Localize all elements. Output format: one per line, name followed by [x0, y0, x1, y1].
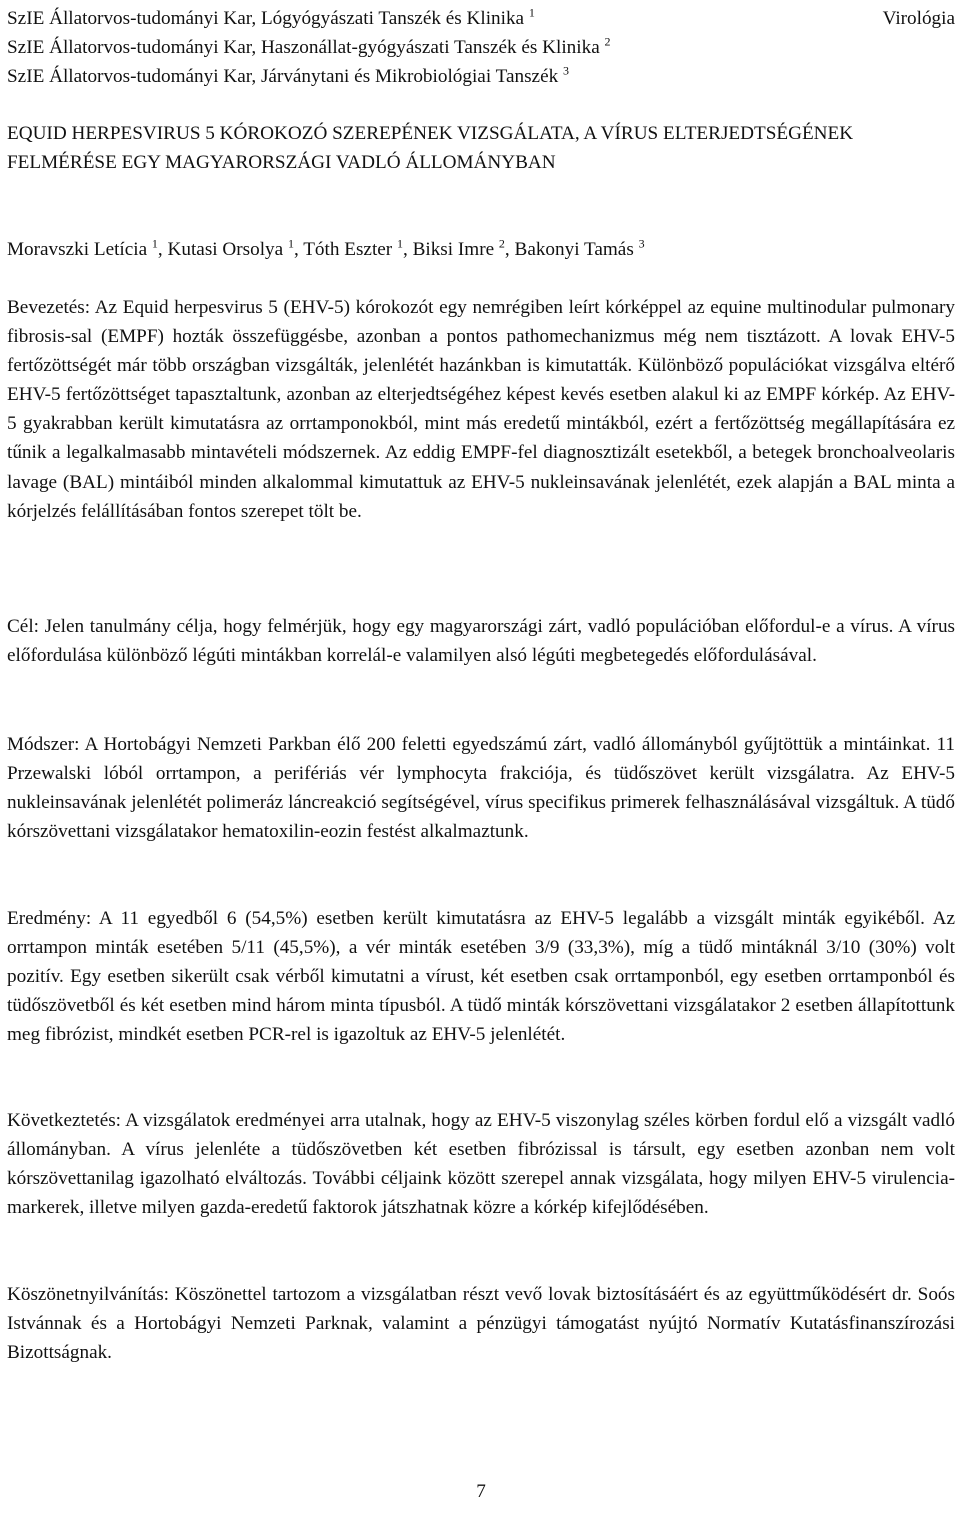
author-name: Moravszki Letícia [7, 239, 148, 260]
affiliation-number: 3 [562, 63, 569, 78]
affiliation-line [7, 4, 787, 33]
page-number: 7 [476, 1481, 486, 1502]
affiliation-text: SzIE Állatorvos-tudományi Kar, Haszonállat-gyógyászati Tanszék és Klinika [7, 37, 600, 58]
affiliation-text: SzIE Állatorvos-tudományi Kar, Járványtani és Mikrobiológiai Tanszék [7, 66, 559, 87]
author-affiliation-number: 2 [498, 236, 505, 251]
author-affiliation-number: 3 [638, 236, 645, 251]
author-affiliation-number: 1 [151, 236, 158, 251]
author-separator: , [157, 239, 168, 260]
acknowledgement-paragraph: Köszönetnyilvánítás: Köszönettel tartozom a vizsgálatban részt vevő lovak biztosításáért és az együttműködésért dr. Soós Istvánnak és a Hortobágyi Nemzeti Parknak, valamint a pénzügyi támogatást nyújtó Normatív Kutatásfinanszírozási Bizottságnak. [7, 1284, 955, 1364]
affiliation-text: SzIE Állatorvos-tudományi Kar, Lógyógyászati Tanszék és Klinika [7, 8, 525, 29]
author-separator: , [293, 239, 304, 260]
conclusion-paragraph: Következtetés: A vizsgálatok eredményei arra utalnak, hogy az EHV-5 viszonylag széles körben fordul elő a vizsgált vadló állományban. A vírus jelenléte a tüdőszövetben két esetben fibrózissal is társult, egy esetben azonban nem volt kórszövettanilag igazolható elváltozás. További céljaink között szerepel annak vizsgálata, hogy milyen EHV-5 virulencia-markerek, illetve milyen gazda-eredetű faktorok játszhatnak közre a kórkép kifejlődésében. [7, 1110, 955, 1219]
author-affiliation-number: 1 [287, 236, 294, 251]
paper-title: EQUID HERPESVIRUS 5 KÓROKOZÓ SZEREPÉNEK VIZSGÁLATA, A VÍRUS ELTERJEDTSÉGÉNEK FELMÉRÉSE EGY MAGYARORSZÁGI VADLÓ ÁLLOMÁNYBAN [7, 123, 854, 173]
affiliation-number: 2 [604, 34, 611, 49]
results-paragraph: Eredmény: A 11 egyedből 6 (54,5%) esetben került kimutatásra az EHV-5 legalább a vizsgált minták egyikéből. Az orrtampon minták esetében 5/11 (45,5%), a vér minták esetében 3/9 (33,3%), míg a tüdő mintáknál 3/10 (30%) volt pozitív. Egy esetben sikerült csak vérből kimutatni a vírust, két esetben csak orrtamponból, egy esetben orrtamponból és tüdőszövetből és két esetben mind három minta típusból. A tüdő minták kórszövettani vizsgálatakor 2 esetben állapítottunk meg fibrózist, mindkét esetben PCR-rel is igazoltuk az EHV-5 jelenlétét. [7, 908, 955, 1046]
introduction-paragraph: Bevezetés: Az Equid herpesvirus 5 (EHV-5) kórokozót egy nemrégiben leírt kórképpel az equine multinodular pulmonary fibrosis-sal (EMPF) hozták összefüggésbe, azonban a pontos pathomechanizmus még nem tisztázott. A lovak EHV-5 fertőzöttségét már több országban vizsgálták, jelenlétét hazánkban is kimutatták. Különböző populációkat vizsgálva eltérő EHV-5 fertőzöttséget tapasztaltunk, azonban az elterjedtségéhez képest kevés esetben alakul ki az EMPF kórkép. Az EHV-5 gyakrabban került kimutatásra az orrtamponokból, mint más eredetű mintákból, ezért a fertőzöttség megállapítására ez tűnik a legalkalmasabb mintavételi módszernek. Az eddig EMPF-fel diagnosztizált esetekből, a betegek bronchoalveolaris lavage (BAL) mintáiból minden alkalommal kimutattuk az EHV-5 nukleinsavának jelenlétét, ezek alapján a BAL minta a kórjelzés felállításában fontos szerepet tölt be. [7, 297, 955, 522]
author-name: Biksi Imre [412, 239, 495, 260]
author-separator: , [402, 239, 413, 260]
author-list [7, 235, 955, 264]
author-name: Kutasi Orsolya [167, 239, 284, 260]
document-page [7, 0, 955, 1517]
author-name: Bakonyi Tamás [514, 239, 634, 260]
affiliation-number: 1 [528, 5, 535, 20]
author-affiliation-number: 1 [396, 236, 403, 251]
author-name: Tóth Eszter [303, 239, 393, 260]
methods-paragraph: Módszer: A Hortobágyi Nemzeti Parkban élő 200 feletti egyedszámú zárt, vadló állományból gyűjtöttük a mintáinkat. 11 Przewalski lóból orrtampon, a perifériás vér lymphocyta frakciója, és tüdőszövet került vizsgálatra. Az EHV-5 nukleinsavának jelenlétét polimeráz láncreakció segítségével, vírus specifikus primerek felhasználásával vizsgáltuk. A tüdő kórszövettani vizsgálatakor hematoxilin-eozin festést alkalmaztunk. [7, 734, 955, 843]
affiliation-line [7, 62, 787, 91]
section-label: Virológia [882, 8, 955, 29]
aim-paragraph: Cél: Jelen tanulmány célja, hogy felmérjük, hogy egy magyarországi zárt, vadló populációban előfordul-e a vírus. A vírus előfordulása különböző légúti mintákban korrelál-e valamilyen alsó légúti megbetegedés előfordulásával. [7, 616, 955, 667]
affiliation-line [7, 33, 787, 62]
author-separator: , [504, 239, 515, 260]
affiliations [7, 4, 787, 91]
